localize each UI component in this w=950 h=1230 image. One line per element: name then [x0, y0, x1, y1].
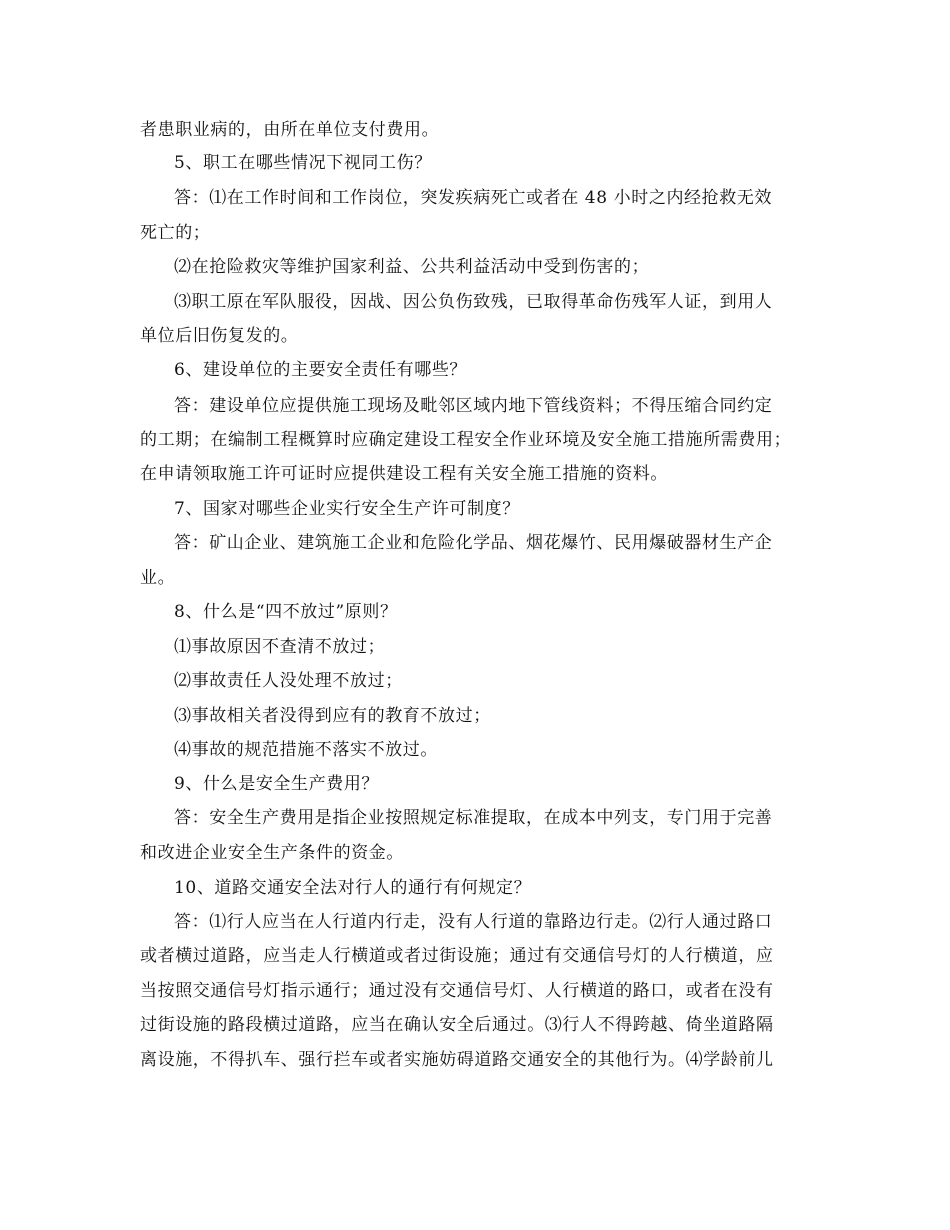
text-line: 业。	[140, 568, 176, 588]
text-line: 离设施，不得扒车、强行拦车或者实施妨碍道路交通安全的其他行为。⑷学龄前儿	[140, 1050, 774, 1070]
question-8: 8、什么是“四不放过”原则？	[174, 602, 398, 622]
question-10: 10、道路交通安全法对行人的通行有何规定？	[174, 878, 532, 898]
answer-item: ⑵事故责任人没处理不放过；	[174, 671, 403, 691]
answer-item: ⑷事故的规范措施不落实不放过。	[174, 740, 438, 760]
text-line: 单位后旧伤复发的。	[140, 326, 299, 346]
text-line: 当按照交通信号灯指示通行；通过没有交通信号灯、人行横道的路口，或者在没有	[140, 981, 774, 1001]
answer-item: ⑵在抢险救灾等维护国家利益、公共利益活动中受到伤害的；	[174, 257, 650, 277]
answer-line: 答：安全生产费用是指企业按照规定标准提取，在成本中列支，专门用于完善	[174, 808, 773, 828]
answer-line: 答：⑴行人应当在人行道内行走，没有人行道的靠路边行走。⑵行人通过路口	[174, 912, 773, 932]
answer-item: ⑶事故相关者没得到应有的教育不放过；	[174, 706, 491, 726]
text-line: 过街设施的路段横过道路，应当在确认安全后通过。⑶行人不得跨越、倚坐道路隔	[140, 1015, 774, 1035]
question-7: 7、国家对哪些企业实行安全生产许可制度？	[174, 499, 520, 519]
question-9: 9、什么是安全生产费用？	[174, 774, 380, 794]
text-line: 的工期；在编制工程概算时应确定建设工程安全作业环境及安全施工措施所需费用；	[140, 430, 792, 450]
answer-line: 答：矿山企业、建筑施工企业和危险化学品、烟花爆竹、民用爆破器材生产企	[174, 533, 773, 553]
question-6: 6、建设单位的主要安全责任有哪些？	[174, 360, 468, 380]
question-5: 5、职工在哪些情况下视同工伤？	[174, 153, 432, 173]
text-line: 死亡的；	[140, 223, 211, 243]
answer-line: 答：⑴在工作时间和工作岗位，突发疾病死亡或者在 48 小时之内经抢救无效	[174, 188, 773, 208]
text-line: 和改进企业安全生产条件的资金。	[140, 843, 404, 863]
text-line: 者患职业病的，由所在单位支付费用。	[140, 120, 440, 140]
text-line: 在申请领取施工许可证时应提供建设工程有关安全施工措施的资料。	[140, 464, 668, 484]
answer-item: ⑴事故原因不查清不放过；	[174, 637, 386, 657]
answer-line: 答：建设单位应提供施工现场及毗邻区域内地下管线资料；不得压缩合同约定	[174, 396, 773, 416]
answer-item: ⑶职工原在军队服役，因战、因公负伤致残，已取得革命伤残军人证，到用人	[174, 292, 773, 312]
text-line: 或者横过道路，应当走人行横道或者过街设施；通过有交通信号灯的人行横道，应	[140, 946, 774, 966]
